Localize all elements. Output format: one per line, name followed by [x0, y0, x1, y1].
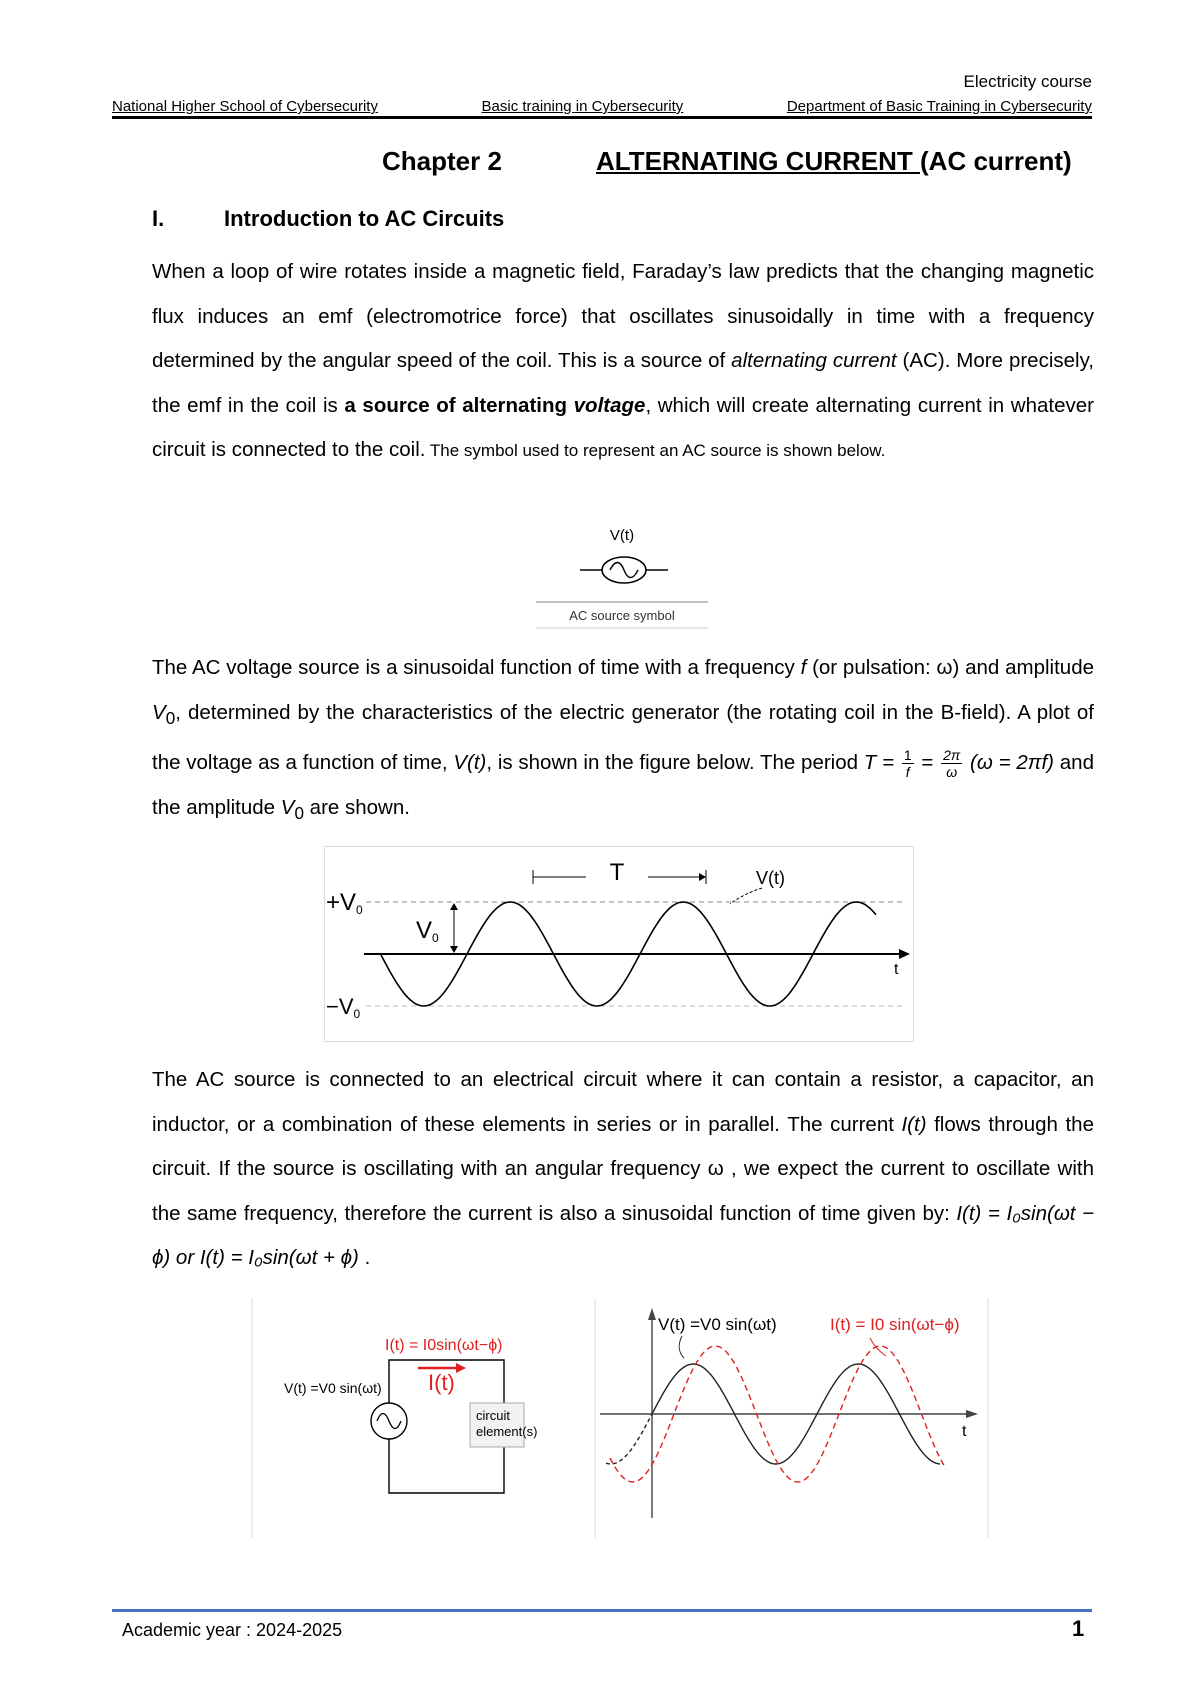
text-run: , determined by the characteristics of the electric generator (the rotating coil in the B-field). A plot of the voltage as a function of time,	[152, 700, 1094, 775]
header-divider	[112, 116, 1092, 119]
text-run: V	[152, 700, 166, 724]
chapter-title-main: ALTERNATING CURRENT	[596, 146, 921, 176]
chapter-title-rest: (AC current)	[920, 146, 1072, 176]
text-run: 0	[165, 708, 176, 728]
academic-year: Academic year : 2024-2025	[122, 1620, 343, 1640]
label-text: +V	[326, 889, 357, 916]
text-run: T =	[863, 751, 900, 775]
source-label: V(t) =V0 sin(ωt)	[284, 1380, 382, 1396]
footer-divider	[112, 1609, 1092, 1612]
fraction-denominator: f	[905, 764, 910, 781]
label-sub: 0	[356, 903, 363, 917]
plot-current-label: I(t) = I0 sin(ωt−ϕ)	[830, 1315, 960, 1334]
text-run: voltage	[573, 393, 646, 417]
training-name: Basic training in Cybersecurity	[481, 98, 684, 115]
text-run: V	[280, 795, 295, 819]
fraction-1	[902, 747, 914, 780]
fraction-numerator: 1	[903, 747, 912, 764]
current-equation: I(t) = I0sin(ωt−ϕ)	[385, 1337, 503, 1354]
text-run: or	[170, 1246, 200, 1269]
text-run: V(t)	[453, 751, 487, 775]
element-label-2: element(s)	[476, 1424, 538, 1439]
section-number: I.	[152, 206, 165, 231]
period-label: T	[609, 859, 625, 886]
section-title: Introduction to AC Circuits	[224, 206, 505, 231]
ac-source-symbol-figure	[532, 522, 712, 634]
text-run: (AC). More precisely, the emf in the coil is	[152, 349, 1095, 417]
text-run: , which will create alternating current in whatever circuit is connected to the coil.	[152, 393, 1094, 461]
label-sub: 0	[353, 1007, 361, 1021]
voltage-current-plot	[600, 1308, 978, 1518]
circuit-diagram	[284, 1337, 537, 1493]
circuit-and-plot-figure	[250, 1298, 990, 1538]
text-run: I(t)	[901, 1112, 927, 1136]
voltage-paragraph	[152, 646, 1094, 836]
text-run: The symbol used to represent an AC source is shown below.	[425, 441, 886, 460]
text-run: (or pulsation: ω) and amplitude	[806, 656, 1095, 679]
voltage-wave-figure	[324, 846, 914, 1042]
text-run: alternating current	[731, 349, 897, 372]
text-run: flows through the circuit. If the source is oscillating with an angular frequency ω , we expect the current to oscillate with the same frequency, therefore the current is also a sinusoidal function of time given by:	[152, 1112, 1094, 1225]
symbol-label: V(t)	[609, 527, 635, 544]
school-name: National Higher School of Cybersecurity	[112, 98, 378, 115]
department-name: Department of Basic Training in Cybersecurity	[786, 98, 1092, 115]
page-number: 1	[1072, 1616, 1085, 1641]
plot-x-arrow	[966, 1410, 978, 1418]
time-axis-label: t	[894, 961, 899, 978]
plot-voltage-label: V(t) =V0 sin(ωt)	[658, 1315, 777, 1334]
text-run: I(t) = I₀sin(ωt − ϕ)	[152, 1201, 1094, 1269]
text-run: are shown.	[303, 795, 410, 819]
current-arrow-label: I(t)	[428, 1370, 455, 1395]
label-sub: 0	[432, 931, 439, 945]
label-text: −V	[326, 994, 354, 1019]
text-run: I(t) = I₀sin(ωt + ϕ)	[199, 1246, 359, 1269]
chapter-number: Chapter 2	[382, 146, 502, 176]
plot-time-label: t	[962, 1423, 967, 1440]
fraction-numerator: 2π	[943, 747, 961, 764]
symbol-caption: AC source symbol	[569, 608, 675, 623]
plot-voltage-pointer	[679, 1336, 684, 1358]
text-run: .	[358, 1246, 371, 1269]
curve-label: V(t)	[756, 868, 785, 888]
text-run: and the amplitude	[152, 751, 1094, 819]
element-label-1: circuit	[476, 1408, 510, 1423]
plot-voltage-curve-extension	[606, 1414, 652, 1464]
intro-paragraph	[152, 250, 1094, 474]
header-line	[112, 98, 1092, 115]
text-run: The AC voltage source is a sinusoidal function of time with a frequency	[152, 656, 801, 679]
text-run: a source of alternating	[344, 393, 574, 417]
fraction-denominator: ω	[946, 764, 958, 781]
text-run: =	[915, 751, 940, 775]
current-arrow-head	[456, 1363, 466, 1373]
label-text: V	[416, 917, 433, 944]
symbol-sine	[610, 563, 638, 578]
text-run: (ω = 2πf)	[964, 751, 1055, 775]
current-paragraph	[152, 1058, 1094, 1281]
course-title: Electricity course	[963, 72, 1092, 91]
chapter-title	[596, 146, 1072, 177]
text-run: f	[800, 656, 807, 679]
fraction-2	[941, 747, 962, 780]
text-run: When a loop of wire rotates inside a magnetic field, Faraday’s law predicts that the changing magnetic flux induces an emf (electromotrice force) that oscillates sinusoidally in time with a frequency determined by the angular speed of the coil. This is a source of	[152, 260, 1094, 372]
text-run: , is shown in the figure below. The period	[486, 751, 864, 775]
plot-y-arrow	[648, 1308, 656, 1320]
text-run: 0	[294, 803, 304, 823]
ac-source-sine	[377, 1414, 401, 1429]
text-run: The AC source is connected to an electrical circuit where it can contain a resistor, a capacitor, an inductor, or a combination of these elements in series or in parallel. The current	[152, 1068, 1094, 1136]
